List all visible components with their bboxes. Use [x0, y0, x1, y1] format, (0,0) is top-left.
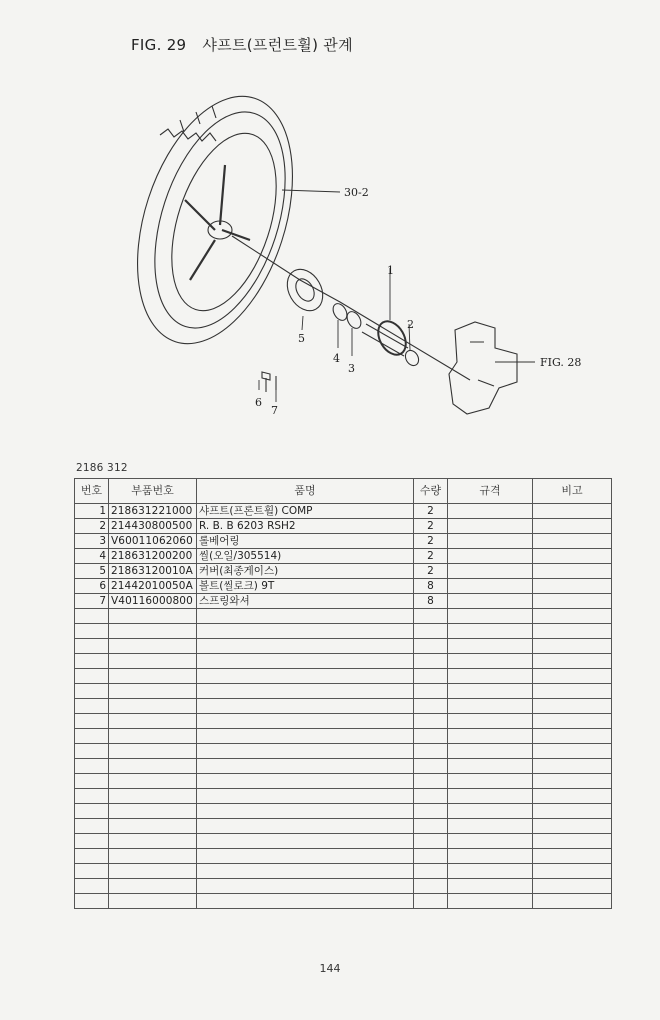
- empty-cell: [197, 639, 414, 654]
- callout-3: 3: [348, 362, 355, 375]
- empty-cell: [533, 744, 612, 759]
- empty-cell: [197, 834, 414, 849]
- figure-heading: [131, 34, 353, 55]
- row-qty: 2: [414, 534, 448, 549]
- row-part-no: V40116000800: [109, 594, 197, 609]
- page-number: 144: [319, 962, 341, 975]
- empty-cell: [109, 894, 197, 909]
- callout-30-2: 30-2: [344, 186, 369, 199]
- diagram-drawing: [0, 80, 660, 440]
- empty-cell: [414, 729, 448, 744]
- empty-cell: [533, 789, 612, 804]
- empty-cell: [197, 684, 414, 699]
- empty-cell: [109, 684, 197, 699]
- empty-cell: [109, 624, 197, 639]
- table-row: [75, 504, 612, 519]
- leader-lines: [259, 190, 535, 402]
- empty-cell: [109, 699, 197, 714]
- empty-cell: [533, 819, 612, 834]
- empty-cell: [414, 684, 448, 699]
- empty-cell: [533, 774, 612, 789]
- figure-number: FIG. 29: [131, 36, 187, 54]
- row-name: R. B. B 6203 RSH2: [197, 519, 414, 534]
- empty-cell: [75, 639, 109, 654]
- empty-cell: [197, 864, 414, 879]
- empty-cell: [109, 774, 197, 789]
- exploded-parts-diagram: [0, 80, 660, 440]
- header-spec: 규격: [448, 479, 533, 504]
- empty-cell: [414, 744, 448, 759]
- empty-table-row: [75, 639, 612, 654]
- row-part-no: 218631221000: [109, 504, 197, 519]
- empty-cell: [448, 699, 533, 714]
- empty-table-row: [75, 624, 612, 639]
- row-spec: [448, 594, 533, 609]
- row-qty: 2: [414, 564, 448, 579]
- callout-1: 1: [387, 264, 394, 277]
- empty-cell: [75, 744, 109, 759]
- empty-cell: [75, 774, 109, 789]
- empty-cell: [448, 894, 533, 909]
- row-spec: [448, 534, 533, 549]
- row-remark: [533, 549, 612, 564]
- empty-cell: [75, 834, 109, 849]
- empty-cell: [533, 624, 612, 639]
- empty-table-row: [75, 804, 612, 819]
- empty-cell: [75, 879, 109, 894]
- empty-table-row: [75, 669, 612, 684]
- empty-cell: [448, 669, 533, 684]
- empty-cell: [414, 849, 448, 864]
- part-2-ball-bearing: [403, 348, 421, 368]
- header-part-no: 부품번호: [109, 479, 197, 504]
- header-name: 품명: [197, 479, 414, 504]
- empty-cell: [533, 714, 612, 729]
- row-remark: [533, 504, 612, 519]
- row-name: 롤베어링: [197, 534, 414, 549]
- empty-table-row: [75, 894, 612, 909]
- row-qty: 8: [414, 579, 448, 594]
- empty-cell: [197, 849, 414, 864]
- empty-cell: [75, 654, 109, 669]
- row-name: 씰(오일/305514): [197, 549, 414, 564]
- row-no: 4: [75, 549, 109, 564]
- empty-table-row: [75, 714, 612, 729]
- wheel-spokes: [185, 165, 250, 280]
- empty-cell: [533, 894, 612, 909]
- empty-cell: [414, 789, 448, 804]
- empty-cell: [448, 864, 533, 879]
- row-no: 6: [75, 579, 109, 594]
- row-spec: [448, 549, 533, 564]
- empty-cell: [109, 759, 197, 774]
- row-qty: 8: [414, 594, 448, 609]
- table-row: [75, 549, 612, 564]
- empty-cell: [414, 699, 448, 714]
- empty-cell: [448, 654, 533, 669]
- empty-cell: [448, 879, 533, 894]
- header-qty: 수량: [414, 479, 448, 504]
- empty-cell: [109, 804, 197, 819]
- empty-cell: [533, 849, 612, 864]
- row-part-no: 218631200200: [109, 549, 197, 564]
- final-gearbox: [449, 322, 517, 414]
- empty-table-row: [75, 834, 612, 849]
- empty-cell: [414, 654, 448, 669]
- empty-table-row: [75, 654, 612, 669]
- empty-cell: [75, 804, 109, 819]
- tire-tread: [160, 129, 216, 141]
- empty-cell: [75, 864, 109, 879]
- row-qty: 2: [414, 504, 448, 519]
- callout-fig-28: FIG. 28: [540, 356, 582, 369]
- callout-2: 2: [407, 318, 414, 331]
- empty-cell: [448, 804, 533, 819]
- empty-cell: [197, 654, 414, 669]
- empty-cell: [197, 774, 414, 789]
- empty-cell: [533, 609, 612, 624]
- empty-cell: [109, 864, 197, 879]
- row-no: 3: [75, 534, 109, 549]
- row-remark: [533, 534, 612, 549]
- empty-cell: [414, 879, 448, 894]
- empty-table-row: [75, 609, 612, 624]
- table-row: [75, 534, 612, 549]
- empty-cell: [75, 729, 109, 744]
- row-spec: [448, 564, 533, 579]
- row-remark: [533, 564, 612, 579]
- empty-cell: [75, 789, 109, 804]
- empty-cell: [533, 684, 612, 699]
- row-no: 5: [75, 564, 109, 579]
- empty-cell: [533, 669, 612, 684]
- empty-table-row: [75, 729, 612, 744]
- callout-5: 5: [298, 332, 305, 345]
- part-3-roller-bearing: [344, 309, 363, 331]
- row-remark: [533, 594, 612, 609]
- empty-cell: [414, 804, 448, 819]
- empty-cell: [533, 879, 612, 894]
- empty-cell: [197, 804, 414, 819]
- empty-cell: [109, 849, 197, 864]
- empty-cell: [197, 879, 414, 894]
- empty-cell: [197, 624, 414, 639]
- empty-cell: [75, 624, 109, 639]
- empty-cell: [533, 699, 612, 714]
- row-name: 샤프트(프론트휠) COMP: [197, 504, 414, 519]
- empty-cell: [75, 849, 109, 864]
- row-part-no: V60011062060: [109, 534, 197, 549]
- empty-cell: [75, 714, 109, 729]
- empty-cell: [448, 714, 533, 729]
- row-name: 볼트(씰로크) 9T: [197, 579, 414, 594]
- row-spec: [448, 504, 533, 519]
- row-spec: [448, 579, 533, 594]
- table-header-row: [75, 479, 612, 504]
- empty-cell: [197, 714, 414, 729]
- empty-table-row: [75, 879, 612, 894]
- empty-cell: [414, 609, 448, 624]
- empty-cell: [414, 714, 448, 729]
- empty-cell: [414, 639, 448, 654]
- table-row: [75, 564, 612, 579]
- empty-cell: [109, 729, 197, 744]
- empty-table-row: [75, 819, 612, 834]
- table-row: [75, 579, 612, 594]
- empty-cell: [414, 759, 448, 774]
- row-name: 스프링와셔: [197, 594, 414, 609]
- empty-cell: [109, 669, 197, 684]
- empty-cell: [75, 669, 109, 684]
- row-spec: [448, 519, 533, 534]
- empty-cell: [109, 819, 197, 834]
- row-remark: [533, 579, 612, 594]
- empty-cell: [448, 744, 533, 759]
- empty-cell: [197, 819, 414, 834]
- empty-cell: [414, 774, 448, 789]
- table-code: 2186 312: [76, 462, 128, 474]
- part-4-seal: [330, 301, 349, 323]
- empty-cell: [109, 654, 197, 669]
- empty-cell: [197, 894, 414, 909]
- empty-cell: [197, 699, 414, 714]
- row-part-no: 21863120010A: [109, 564, 197, 579]
- empty-cell: [197, 729, 414, 744]
- empty-cell: [533, 834, 612, 849]
- empty-cell: [448, 819, 533, 834]
- figure-title: 샤프트(프런트휠) 관계: [202, 36, 353, 54]
- empty-cell: [414, 819, 448, 834]
- row-part-no: 21442010050A: [109, 579, 197, 594]
- empty-cell: [109, 609, 197, 624]
- row-part-no: 214430800500: [109, 519, 197, 534]
- empty-cell: [448, 849, 533, 864]
- empty-cell: [533, 759, 612, 774]
- empty-cell: [75, 684, 109, 699]
- row-remark: [533, 519, 612, 534]
- parts-table-body: [75, 504, 612, 909]
- empty-cell: [414, 894, 448, 909]
- empty-table-row: [75, 759, 612, 774]
- empty-cell: [448, 774, 533, 789]
- empty-cell: [75, 819, 109, 834]
- part-5-cover: [280, 263, 330, 317]
- callout-6: 6: [255, 396, 262, 409]
- empty-cell: [448, 639, 533, 654]
- empty-table-row: [75, 744, 612, 759]
- callout-4: 4: [333, 352, 340, 365]
- row-no: 1: [75, 504, 109, 519]
- row-qty: 2: [414, 519, 448, 534]
- empty-cell: [533, 864, 612, 879]
- empty-cell: [533, 654, 612, 669]
- empty-cell: [533, 729, 612, 744]
- empty-table-row: [75, 774, 612, 789]
- row-name: 커버(최종게이스): [197, 564, 414, 579]
- empty-cell: [197, 669, 414, 684]
- empty-cell: [448, 759, 533, 774]
- empty-table-row: [75, 864, 612, 879]
- empty-cell: [109, 834, 197, 849]
- empty-cell: [75, 699, 109, 714]
- empty-cell: [448, 684, 533, 699]
- empty-table-row: [75, 684, 612, 699]
- empty-cell: [197, 789, 414, 804]
- empty-table-row: [75, 699, 612, 714]
- empty-cell: [533, 804, 612, 819]
- empty-cell: [448, 624, 533, 639]
- empty-cell: [448, 789, 533, 804]
- row-no: 2: [75, 519, 109, 534]
- empty-cell: [448, 609, 533, 624]
- header-no: 번호: [75, 479, 109, 504]
- empty-cell: [448, 834, 533, 849]
- callout-7: 7: [271, 404, 278, 417]
- empty-cell: [109, 714, 197, 729]
- row-no: 7: [75, 594, 109, 609]
- header-remark: 비고: [533, 479, 612, 504]
- empty-cell: [414, 834, 448, 849]
- row-qty: 2: [414, 549, 448, 564]
- empty-cell: [533, 639, 612, 654]
- empty-cell: [414, 669, 448, 684]
- empty-cell: [414, 624, 448, 639]
- empty-cell: [75, 894, 109, 909]
- parts-table: [74, 478, 612, 909]
- empty-cell: [75, 609, 109, 624]
- table-row: [75, 519, 612, 534]
- empty-cell: [448, 729, 533, 744]
- empty-cell: [109, 879, 197, 894]
- empty-cell: [197, 609, 414, 624]
- table-row: [75, 594, 612, 609]
- empty-cell: [109, 639, 197, 654]
- empty-cell: [109, 744, 197, 759]
- empty-cell: [197, 759, 414, 774]
- empty-cell: [109, 789, 197, 804]
- part-6-bolt: [262, 372, 270, 392]
- empty-cell: [75, 759, 109, 774]
- empty-table-row: [75, 789, 612, 804]
- empty-cell: [414, 864, 448, 879]
- empty-cell: [197, 744, 414, 759]
- empty-table-row: [75, 849, 612, 864]
